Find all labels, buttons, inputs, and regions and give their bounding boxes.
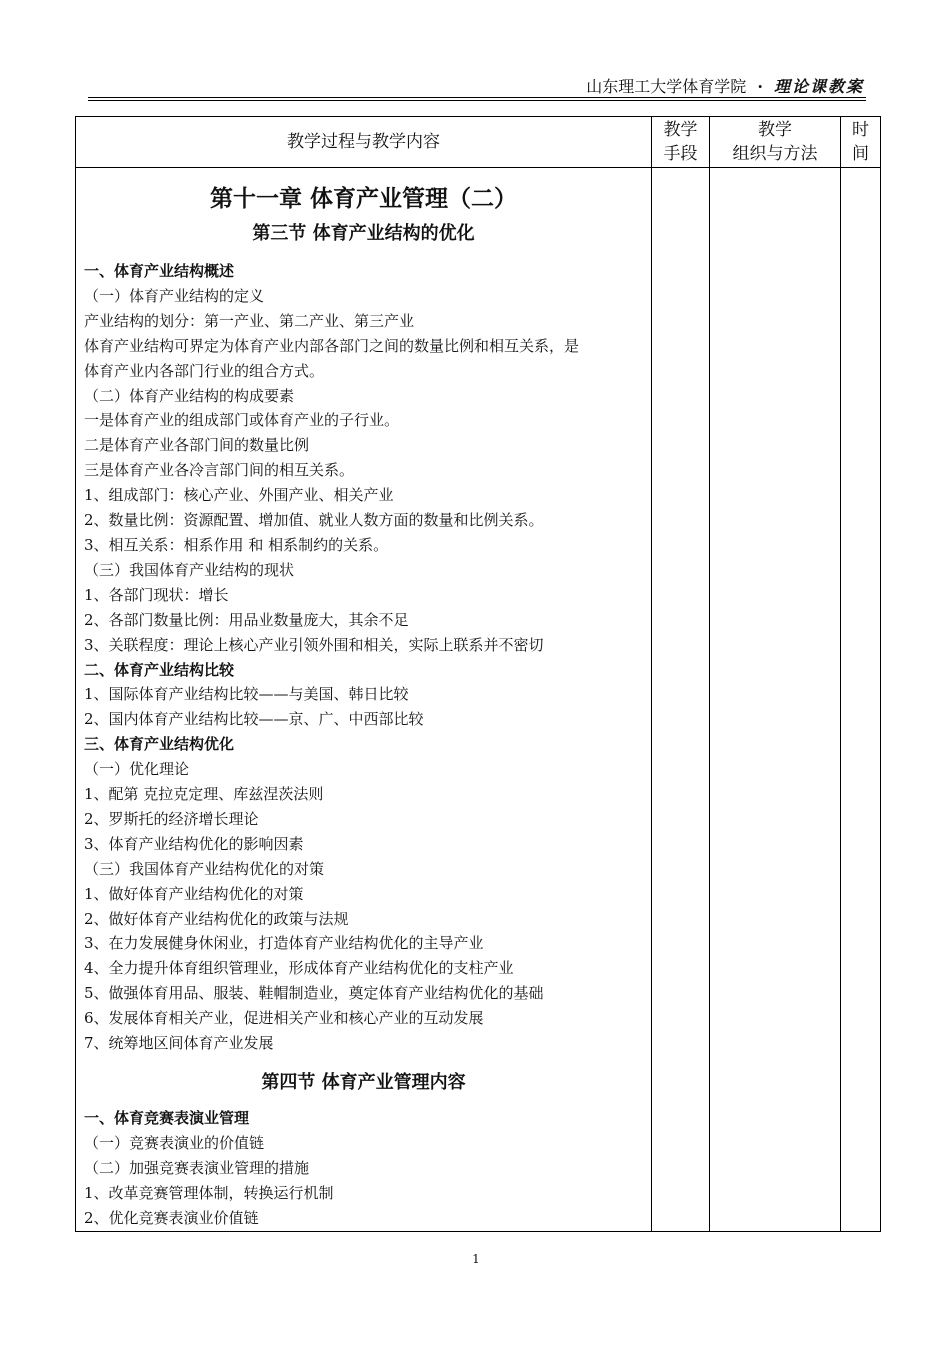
content-line: 2、数量比例：资源配置、增加值、就业人数方面的数量和比例关系。 <box>84 511 544 530</box>
content-line: （一）优化理论 <box>84 760 190 779</box>
content-heading: 一、体育产业结构概述 <box>84 262 235 280</box>
col-header-time: 时 间 <box>841 117 881 168</box>
content-line: 二是体育产业各部门间的数量比例 <box>84 436 310 455</box>
lesson-plan-table <box>75 116 881 1232</box>
content-line: （一）竞赛表演业的价值链 <box>84 1133 265 1152</box>
header-dot: · <box>757 77 763 96</box>
content-line: （二）加强竞赛表演业管理的措施 <box>84 1158 310 1177</box>
content-line: 三是体育产业各冷言部门间的相互关系。 <box>84 461 355 480</box>
section-title: 第三节 体育产业结构的优化 <box>252 223 475 244</box>
header-school: 山东理工大学体育学院 <box>586 77 747 96</box>
content-line: 2、优化竞赛表演业价值链 <box>84 1208 259 1227</box>
table-body-row <box>76 168 881 1232</box>
content-line: 4、全力提升体育组织管理业，形成体育产业结构优化的支柱产业 <box>84 959 514 978</box>
content-line: （三）我国体育产业结构的现状 <box>84 560 295 579</box>
content-line: 1、做好体育产业结构优化的对策 <box>84 884 304 903</box>
content-line: 2、做好体育产业结构优化的政策与法规 <box>84 909 349 928</box>
time-cell <box>841 168 881 1232</box>
method-cell <box>710 168 841 1232</box>
section-title: 第四节 体育产业管理内容 <box>261 1072 466 1093</box>
content-line: 1、各部门现状：增长 <box>84 585 229 604</box>
chapter-title: 第十一章 体育产业管理（二） <box>209 185 517 212</box>
content-lines <box>84 1106 643 1231</box>
content-line: 体育产业内各部门行业的组合方式。 <box>84 361 325 380</box>
content-line: 1、配第 克拉克定理、库兹涅茨法则 <box>84 785 324 804</box>
content-heading: 二、体育产业结构比较 <box>84 660 235 679</box>
content-line: 体育产业结构可界定为体育产业内部各部门之间的数量比例和相互关系，是 <box>84 336 580 355</box>
content-line: 2、各部门数量比例：用品业数量庞大，其余不足 <box>84 610 409 629</box>
means-cell <box>652 168 710 1232</box>
header-rule-thin <box>88 100 866 101</box>
content-line: 7、统筹地区间体育产业发展 <box>84 1034 274 1053</box>
page-header <box>586 74 864 97</box>
content-line: （一）体育产业结构的定义 <box>84 286 265 305</box>
content-line: 2、国内体育产业结构比较——京、广、中西部比较 <box>84 710 424 729</box>
table-header-row <box>76 117 881 168</box>
content-line: 3、关联程度：理论上核心产业引领外围和相关，实际上联系并不密切 <box>84 635 544 654</box>
content-cell <box>76 168 652 1232</box>
content-heading: 三、体育产业结构优化 <box>84 735 235 754</box>
col-header-content: 教学过程与教学内容 <box>76 117 652 168</box>
content-line: （二）体育产业结构的构成要素 <box>84 386 295 405</box>
content-line: 1、改革竞赛管理体制，转换运行机制 <box>84 1183 334 1202</box>
content-line: 3、体育产业结构优化的影响因素 <box>84 834 304 853</box>
content-line: 产业结构的划分：第一产业、第二产业、第三产业 <box>84 311 415 330</box>
content-line: 1、组成部门：核心产业、外围产业、相关产业 <box>84 486 394 505</box>
content-heading: 一、体育竞赛表演业管理 <box>84 1109 250 1127</box>
header-doc-type: 理论课教案 <box>773 77 864 96</box>
content-line: 3、在力发展健身休闲业，打造体育产业结构优化的主导产业 <box>84 934 484 953</box>
header-rule <box>88 97 866 98</box>
content-line: 一是体育产业的组成部门或体育产业的子行业。 <box>84 411 400 430</box>
content-line: 5、做强体育用品、服装、鞋帽制造业，奠定体育产业结构优化的基础 <box>84 984 544 1003</box>
col-header-method: 教学 组织与方法 <box>710 117 841 168</box>
content-line: 2、罗斯托的经济增长理论 <box>84 809 259 828</box>
page-number: 1 <box>472 1252 480 1266</box>
content-lines <box>84 259 643 1056</box>
content-line: 1、国际体育产业结构比较——与美国、韩日比较 <box>84 685 409 704</box>
col-header-means: 教学 手段 <box>652 117 710 168</box>
content-line: 3、相互关系：相系作用 和 相系制约的关系。 <box>84 535 389 554</box>
content-line: （三）我国体育产业结构优化的对策 <box>84 859 325 878</box>
content-line: 6、发展体育相关产业，促进相关产业和核心产业的互动发展 <box>84 1009 484 1028</box>
